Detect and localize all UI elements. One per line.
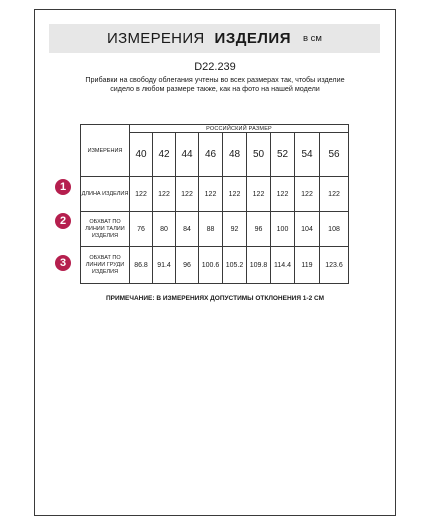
row-label: ОБХВАТ ПО ЛИНИИ ТАЛИИ ИЗДЕЛИЯ (81, 212, 130, 247)
size-header: 52 (271, 133, 295, 177)
table-cell: 122 (130, 177, 153, 212)
table-cell: 122 (199, 177, 223, 212)
table-cell: 100.6 (199, 247, 223, 284)
table-cell: 122 (271, 177, 295, 212)
table-cell: 86.8 (130, 247, 153, 284)
table-cell: 119 (295, 247, 320, 284)
table-cell: 123.6 (320, 247, 349, 284)
size-header: 50 (247, 133, 271, 177)
table-cell: 100 (271, 212, 295, 247)
size-header: 46 (199, 133, 223, 177)
size-header: 54 (295, 133, 320, 177)
table-cell: 105.2 (223, 247, 247, 284)
size-chart-sheet (34, 9, 396, 516)
table-cell: 91.4 (153, 247, 176, 284)
table-cell: 88 (199, 212, 223, 247)
badge-1: 1 (55, 179, 71, 195)
table-row (81, 212, 349, 247)
table-cell: 76 (130, 212, 153, 247)
table-cell: 122 (153, 177, 176, 212)
table-row (81, 247, 349, 284)
title-bold: ИЗДЕЛИЯ (214, 30, 291, 47)
table-cell: 96 (176, 247, 199, 284)
size-header: 44 (176, 133, 199, 177)
row-label: ДЛИНА ИЗДЕЛИЯ (81, 177, 130, 212)
table-cell: 84 (176, 212, 199, 247)
corner-label: ИЗМЕРЕНИЯ (81, 125, 130, 177)
table-cell: 80 (153, 212, 176, 247)
title-regular: ИЗМЕРЕНИЯ (107, 30, 205, 47)
size-header: 42 (153, 133, 176, 177)
table-cell: 104 (295, 212, 320, 247)
row-label: ОБХВАТ ПО ЛИНИИ ГРУДИ ИЗДЕЛИЯ (81, 247, 130, 284)
table-cell: 114.4 (271, 247, 295, 284)
table-cell: 122 (295, 177, 320, 212)
title-bar (49, 24, 380, 53)
table-cell: 122 (223, 177, 247, 212)
title-unit: в см (303, 33, 322, 44)
model-code: D22.239 (194, 61, 236, 73)
badge-2: 2 (55, 213, 71, 229)
fit-note: Прибавки на свободу облегания учтены во всех размерах так, чтобы изделие сидело в любом размере также, как на фото на нашей модели (85, 75, 345, 93)
table-cell: 122 (176, 177, 199, 212)
table-cell: 96 (247, 212, 271, 247)
size-header: 40 (130, 133, 153, 177)
size-header: 56 (320, 133, 349, 177)
table-cell: 108 (320, 212, 349, 247)
table-cell: 92 (223, 212, 247, 247)
badge-3: 3 (55, 255, 71, 271)
table-cell: 122 (320, 177, 349, 212)
measurements-table (80, 124, 349, 284)
size-header: 48 (223, 133, 247, 177)
table-cell: 122 (247, 177, 271, 212)
tolerance-note: ПРИМЕЧАНИЕ: В ИЗМЕРЕНИЯХ ДОПУСТИМЫ ОТКЛОНЕНИЯ 1-2 СМ (105, 295, 325, 302)
group-header: РОССИЙСКИЙ РАЗМЕР (130, 125, 349, 133)
table-cell: 109.8 (247, 247, 271, 284)
table-row (81, 177, 349, 212)
